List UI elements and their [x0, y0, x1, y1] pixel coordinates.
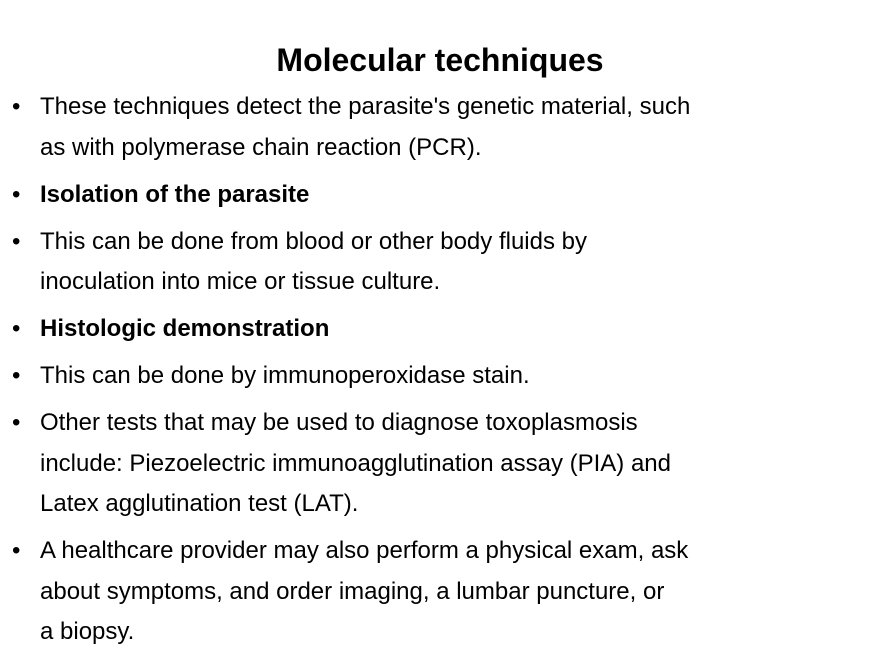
bullet-item — [0, 222, 880, 303]
bullet-icon: • — [12, 409, 21, 436]
bullet-text-line: Isolation of the parasite — [40, 180, 310, 208]
bullet-item — [0, 309, 880, 350]
bullet-icon: • — [12, 93, 21, 120]
bullet-text-line: These techniques detect the parasite's genetic material, such — [40, 93, 691, 120]
bullet-icon: • — [12, 180, 21, 208]
bullet-list — [0, 87, 880, 659]
bullet-item — [0, 175, 880, 216]
bullet-text-line: Other tests that may be used to diagnose toxoplasmosis — [40, 409, 638, 436]
slide-title: Molecular techniques — [276, 42, 604, 78]
bullet-text-line: a biopsy. — [40, 618, 135, 645]
bullet-text-line: Histologic demonstration — [40, 315, 330, 342]
bullet-icon: • — [12, 315, 21, 342]
bullet-icon: • — [12, 537, 21, 564]
bullet-icon: • — [12, 227, 21, 255]
bullet-text-line: This can be done by immunoperoxidase stain. — [40, 362, 530, 389]
bullet-text-line: Latex agglutination test (LAT). — [40, 490, 359, 517]
bullet-text-line: include: Piezoelectric immunoagglutination assay (PIA) and — [40, 449, 671, 477]
bullet-text-line: inoculation into mice or tissue culture. — [40, 268, 441, 295]
bullet-item — [0, 356, 880, 397]
bullet-item — [0, 531, 880, 653]
bullet-text-line: about symptoms, and order imaging, a lumbar puncture, or — [40, 577, 665, 605]
bullet-text-line: This can be done from blood or other body fluids by — [40, 227, 587, 255]
bullet-text-line: as with polymerase chain reaction (PCR). — [40, 133, 482, 161]
bullet-text-line: A healthcare provider may also perform a physical exam, ask — [40, 537, 689, 564]
bullet-icon: • — [12, 362, 21, 389]
bullet-item — [0, 403, 880, 525]
bullet-item — [0, 87, 880, 168]
